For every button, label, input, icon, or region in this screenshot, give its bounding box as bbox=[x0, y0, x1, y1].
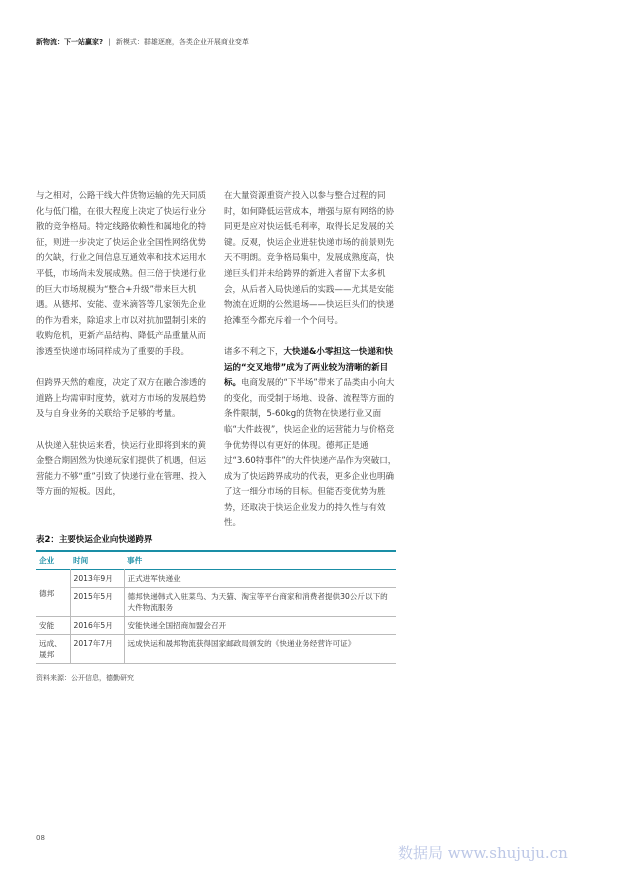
event-cell: 德邦快递韩式入驻菜鸟、为天猫、淘宝等平台商家和消费者提供30公斤以下的大件物流服务 bbox=[124, 588, 396, 617]
table-header-row bbox=[36, 551, 396, 570]
header-subtitle: 新模式：群雄逐鹿，各类企业开展商业变革 bbox=[115, 38, 249, 46]
company-cell: 安能 bbox=[36, 617, 70, 635]
company-cell: 德邦 bbox=[36, 570, 70, 617]
right-text-column bbox=[224, 189, 397, 548]
header-time: 时间 bbox=[73, 556, 89, 565]
header-title: 新物流：下一站赢家? bbox=[36, 38, 104, 46]
table-row bbox=[36, 588, 396, 617]
table-title: 表2：主要快运企业向快递跨界 bbox=[36, 535, 153, 545]
header-company: 企业 bbox=[39, 556, 55, 565]
company-cell: 远成、晟邦 bbox=[36, 635, 70, 664]
source-note: 资料来源：公开信息，德勤研究 bbox=[36, 674, 134, 682]
event-cell: 正式进军快递业 bbox=[124, 570, 396, 588]
left-paragraph-3: 从快递入驻快运来看，快运行业即将到来的黄金整合期固然为快递玩家们提供了机遇，但运营能力不够“重”引致了快递行业在管理、投入等方面的短板。因此， bbox=[36, 440, 207, 498]
event-cell: 远成快运和晟邦物流获得国家邮政局颁发的《快递业务经营许可证》 bbox=[124, 635, 396, 664]
event-cell: 安能快递全国招商加盟会召开 bbox=[124, 617, 396, 635]
cross-border-table bbox=[36, 550, 396, 664]
time-cell: 2013年9月 bbox=[70, 570, 124, 588]
table-row bbox=[36, 617, 396, 635]
time-cell: 2016年5月 bbox=[70, 617, 124, 635]
time-cell: 2015年5月 bbox=[70, 588, 124, 617]
page-number: 08 bbox=[36, 834, 45, 842]
left-paragraph-2: 但跨界天然的难度，决定了双方在融合渗透的道路上均需审时度势，就对方市场的发展趋势及与自身业务的关联给予足够的考量。 bbox=[36, 378, 207, 420]
left-text-column bbox=[36, 189, 209, 516]
table-row bbox=[36, 635, 396, 664]
left-paragraph-1: 与之相对，公路干线大件货物运输的先天同质化与低门槛，在很大程度上决定了快运行业分散的竞争格局。特定线路依赖性和属地化的特征，则进一步决定了快运企业全国性网络优势的欠缺，行业之间信息互通效率和技术运用水平低，市场尚未发展成熟。但三倍于快递行业的巨大市场规模为“整合+升级”带来巨大机遇。从德邦、安能、壹米滴答等几家领先企业的作为看来，除追求上市以对抗加盟制引来的收购危机，更新产品结构、降低产品重量从而渗透至快递市场同样成为了重要的手段。 bbox=[36, 191, 207, 357]
right-paragraph-2-lead: 诸多不利之下， bbox=[224, 346, 284, 357]
right-paragraph-2-rest: 电商发展的“下半场”带来了品类由小向大的变化，而受制于场地、设备、流程等方面的条件限制，5-60kg的货物在快递行业又面临“大件歧视”，快运企业的运营能力与价格竞争优势得以有更好的体现。德邦正是通过“3.60特事件”的大件快递产品作为突破口，成为了快运跨界成功的代表，更多企业也明确了这一细分市场的目标。但能否变优势为胜势，还取决于快运企业发力的持久性与有效性。 bbox=[224, 378, 397, 529]
right-paragraph-2-bold: 大快递&小零担这一快递和快运的“交叉地带”成为了两业较为清晰的新目标。 bbox=[224, 346, 393, 389]
watermark-text: 数据局 www.shujuju.cn bbox=[398, 844, 568, 862]
table-row bbox=[36, 570, 396, 588]
running-header bbox=[36, 37, 249, 47]
time-cell: 2017年7月 bbox=[70, 635, 124, 664]
header-separator: | bbox=[108, 38, 111, 46]
right-paragraph-1: 在大量资源重资产投入以参与整合过程的同时，如何降低运营成本，增强与原有网络的协同更是应对快运低毛利率，取得长足发展的关键。反观，快运企业进驻快递市场的前景则先天不明朗。竞争格局集中，发展成熟度高，快递巨头们并未给跨界的新进入者留下太多机会，从后者入局快递后的实践——尤其是安能物流在近期的公然退场——快运巨头们的快递抢滩至今都充斥着一个个问号。 bbox=[224, 191, 395, 326]
header-event: 事件 bbox=[127, 556, 143, 565]
right-paragraph-2 bbox=[224, 345, 397, 532]
